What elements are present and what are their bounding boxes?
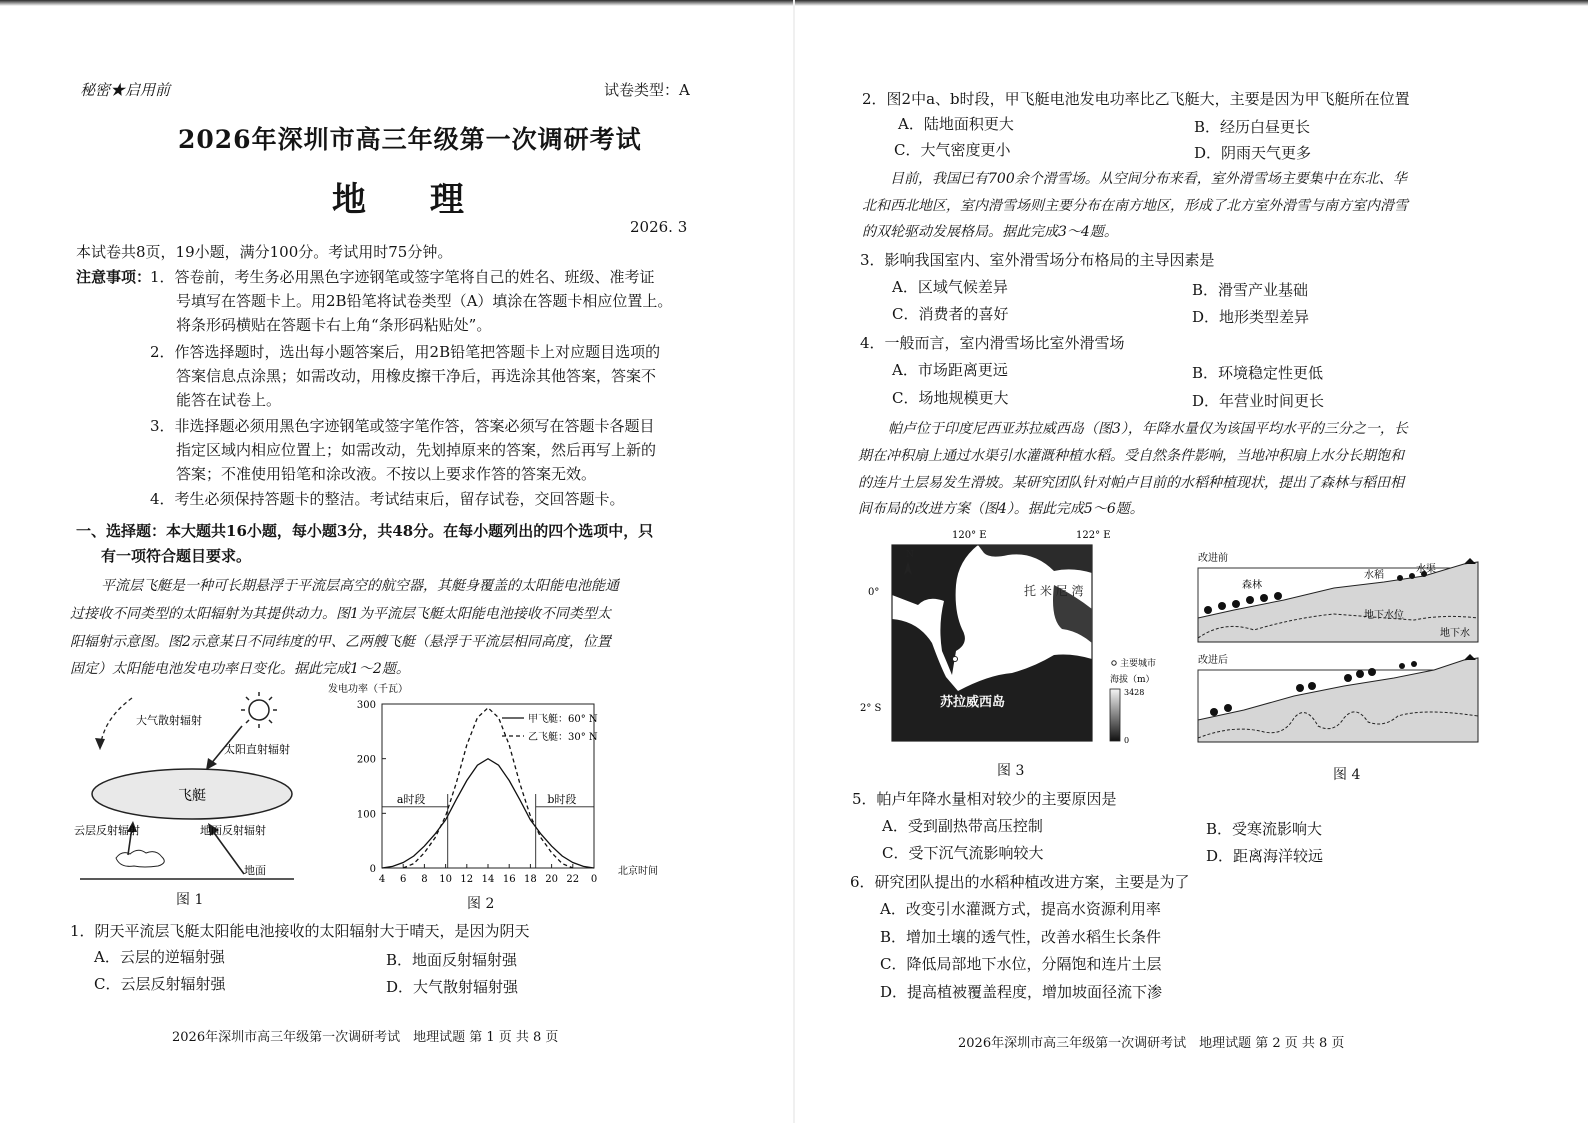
lat-label-0: 0° [868, 587, 880, 598]
x-tick-label: 20 [545, 874, 558, 885]
page-fold [793, 0, 795, 1123]
page1-footer: 2026年深圳市高三年级第一次调研考试 地理试题 第 1 页 共 8 页 [172, 1030, 559, 1045]
q3-stem: 3．影响我国室内、室外滑雪场分布格局的主导因素是 [860, 251, 1215, 269]
notes-label: 注意事项： [76, 268, 152, 286]
section1-heading-cont: 有一项符合题目要求。 [101, 547, 252, 565]
secret-mark: 秘密★启用前 [80, 81, 171, 99]
note-line: 答案；不准使用铅笔和涂改液。不按以上要求作答的答案无效。 [176, 465, 597, 483]
x-tick-label: 4 [378, 874, 386, 885]
before-label: 改进前 [1198, 553, 1228, 564]
chart-ylabel: 发电功率（千瓦） [328, 684, 408, 695]
q3-option-c: C．消费者的喜好 [892, 305, 1009, 323]
rice-label: 水稻 [1364, 570, 1384, 581]
passage2-line: 的双轮驱动发展格局。据此完成3～4题。 [862, 224, 1118, 240]
passage1-line: 阳辐射示意图。图2示意某日不同纬度的甲、乙两艘飞艇（悬浮于平流层相同高度，位置 [70, 634, 611, 650]
lon-label-120: 120° E [952, 530, 987, 541]
chart-frame [382, 704, 594, 868]
figure-3-map [858, 525, 1180, 747]
passage1-line: 固定）太阳能电池发电功率日变化。据此完成1～2题。 [70, 661, 410, 677]
x-tick-label: 16 [502, 874, 516, 885]
water-table-label: 地下水位 [1364, 610, 1404, 621]
note-line: 指定区域内相应位置上；如需改动，先划掉原来的答案，然后再写上新的 [176, 441, 657, 459]
q2-option-a: A．陆地面积更大 [898, 115, 1014, 133]
x-tick-label: 12 [460, 874, 474, 885]
figure-3-caption: 图 3 [997, 763, 1025, 779]
legend-entry: 甲飞艇：60° N [528, 714, 598, 725]
lon-label-122: 122° E [1076, 530, 1111, 541]
a-segment-label: a时段 [396, 792, 426, 806]
q3-option-b: B．滑雪产业基础 [1192, 281, 1309, 299]
island-label: 苏拉威西岛 [940, 695, 1006, 710]
q1-option-b: B．地面反射辐射强 [386, 951, 518, 969]
passage1-line: 平流层飞艇是一种可长期悬浮于平流层高空的航空器，其艇身覆盖的太阳能电池能通 [101, 578, 619, 594]
q6-option-d: D．提高植被覆盖程度，增加坡面径流下渗 [880, 983, 1163, 1001]
note-line: 2．作答选择题时，选出每小题答案后，用2B铅笔把答题卡上对应题目选项的 [150, 343, 661, 361]
legend-entry: 乙飞艇：30° N [528, 732, 598, 743]
arrow-head-icon [206, 758, 217, 770]
exam-title: 2026年深圳市高三年级第一次调研考试 [178, 125, 642, 154]
airship-label: 飞艇 [178, 788, 206, 804]
ground-label: 地面 [244, 864, 266, 877]
scatter-label: 大气散射辐射 [136, 714, 202, 727]
paper-type: 试卷类型：A [604, 81, 690, 99]
q6-stem: 6．研究团队提出的水稻种植改进方案，主要是为了 [850, 873, 1190, 891]
q6-option-b: B．增加土壤的透气性，改善水稻生长条件 [880, 928, 1162, 946]
ground-ref-label: 地面反射辐射 [200, 824, 266, 837]
section1-heading: 一、选择题：本大题共16小题，每小题3分，共48分。在每小题列出的四个选项中，只 [76, 522, 654, 540]
house-icon [1464, 654, 1476, 660]
q1-stem: 1．阴天平流层飞艇太阳能电池接收的太阳辐射大于晴天，是因为阴天 [70, 922, 530, 940]
elevation-ramp [1110, 689, 1120, 741]
passage2-line: 目前，我国已有700余个滑雪场。从空间分布来看，室外滑雪场主要集中在东北、华 [890, 171, 1407, 187]
bay-label: 托 米 尼 湾 [1024, 584, 1084, 598]
elev-max-label: 3428 [1124, 688, 1145, 697]
q1-option-c: C．云层反射辐射强 [94, 975, 226, 993]
legend-city-label: 主要城市 [1120, 659, 1157, 669]
passage3-line: 帕卢位于印度尼西亚苏拉威西岛（图3），年降水量仅为该国平均水平的三分之一，长 [888, 421, 1408, 437]
q3-option-a: A．区域气候差异 [892, 278, 1008, 296]
x-tick-label: 0 [590, 874, 598, 885]
lat-label-2s: 2° S [860, 703, 882, 714]
q6-option-a: A．改变引水灌溉方式，提高水资源利用率 [880, 900, 1161, 918]
q2-option-d: D．阴雨天气更多 [1194, 144, 1312, 162]
subject-title: 地 理 [332, 180, 490, 220]
x-tick-label: 6 [400, 874, 407, 885]
cloud-label: 云层反射辐射 [74, 824, 140, 837]
cloud-icon [116, 850, 164, 867]
legend-elev-label: 海拔（m） [1110, 675, 1155, 685]
note-line: 1．答卷前，考生务必用黑色字迹钢笔或签字笔将自己的姓名、班级、准考证 [150, 268, 655, 286]
passage1-line: 过接收不同类型的太阳辐射为其提供动力。图1为平流层飞艇太阳能电池接收不同类型太 [70, 606, 611, 622]
exam-intro: 本试卷共8页，19小题，满分100分。考试用时75分钟。 [76, 243, 453, 261]
figure-4-caption: 图 4 [1333, 767, 1361, 783]
q5-stem: 5．帕卢年降水量相对较少的主要原因是 [852, 790, 1117, 808]
passage3-line: 期在冲积扇上通过水渠引水灌溉种植水稻。受自然条件影响，当地冲积扇上水分长期饱和 [858, 448, 1404, 464]
q5-option-c: C．受下沉气流影响较大 [882, 844, 1044, 862]
q4-stem: 4．一般而言，室内滑雪场比室外滑雪场 [860, 334, 1125, 352]
after-label: 改进后 [1198, 655, 1228, 666]
series-jia-line [382, 759, 594, 868]
house-icon [1464, 558, 1476, 564]
y-tick-label: 0 [369, 864, 376, 875]
note-line: 答案信息点涂黑；如需改动，用橡皮擦干净后，再选涂其他答案，答案不 [176, 367, 657, 385]
x-tick-label: 22 [566, 874, 580, 885]
y-tick-label: 300 [356, 700, 376, 711]
direct-label: 太阳直射辐射 [224, 743, 290, 756]
canal-label: 水渠 [1416, 564, 1436, 575]
x-tick-label: 18 [524, 874, 537, 885]
note-line: 4．考生必须保持答题卡的整洁。考试结束后，留存试卷，交回答题卡。 [150, 490, 625, 508]
palu-city-label: 帕卢 [958, 656, 974, 665]
page2-footer: 2026年深圳市高三年级第一次调研考试 地理试题 第 2 页 共 8 页 [958, 1036, 1345, 1051]
chart-xlabel: 北京时间 [618, 866, 658, 877]
note-line: 将条形码横贴在答题卡右上角“条形码粘贴处”。 [176, 316, 492, 334]
q1-option-a: A．云层的逆辐射强 [94, 948, 225, 966]
q1-option-d: D．大气散射辐射强 [386, 978, 519, 996]
q4-option-a: A．市场距离更远 [892, 361, 1008, 379]
q5-option-d: D．距离海洋较远 [1206, 847, 1324, 865]
q4-option-c: C．场地规模更大 [892, 389, 1009, 407]
svg-text:N: N [906, 550, 914, 560]
forest-label: 森林 [1242, 580, 1262, 591]
passage3-line: 间布局的改进方案（图4）。据此完成5～6题。 [858, 501, 1144, 517]
q4-option-d: D．年营业时间更长 [1192, 392, 1325, 410]
elev-min-label: 0 [1124, 736, 1130, 745]
q2-stem: 2．图2中a、b时段，甲飞艇电池发电功率比乙飞艇大，主要是因为甲飞艇所在位置 [862, 90, 1410, 108]
note-line: 3．非选择题必须用黑色字迹钢笔或签字笔作答，答案必须写在答题卡各题目 [150, 417, 655, 435]
arrow-head-icon [95, 738, 105, 750]
q2-option-c: C．大气密度更小 [894, 141, 1011, 159]
palu-city-marker [953, 657, 958, 662]
figure-1-caption: 图 1 [176, 892, 204, 908]
groundwater-label: 地下水 [1440, 628, 1470, 639]
note-line: 号填写在答题卡上。用2B铅笔将试卷类型（A）填涂在答题卡相应位置上。 [176, 292, 673, 310]
scatter-arc [100, 698, 132, 750]
figure-4-diagram [1194, 548, 1484, 748]
q5-option-b: B．受寒流影响大 [1206, 820, 1323, 838]
q2-option-b: B．经历白昼更长 [1194, 118, 1311, 136]
passage2-line: 北和西北地区，室内滑雪场则主要分布在南方地区，形成了北方室外滑雪与南方室内滑雪 [862, 198, 1408, 214]
q4-option-b: B．环境稳定性更低 [1192, 364, 1324, 382]
x-tick-label: 8 [421, 874, 428, 885]
city-legend-icon [1112, 661, 1116, 665]
note-line: 能答在试卷上。 [176, 391, 282, 409]
q3-option-d: D．地形类型差异 [1192, 308, 1310, 326]
figure-2-caption: 图 2 [467, 896, 495, 912]
y-tick-label: 200 [356, 754, 376, 766]
x-tick-label: 14 [481, 874, 495, 885]
sun-icon [241, 692, 277, 728]
figure-2-chart [322, 682, 672, 892]
q6-option-c: C．降低局部地下水位，分隔饱和连片土层 [880, 955, 1162, 973]
exam-date: 2026. 3 [630, 218, 688, 236]
x-tick-label: 10 [439, 874, 452, 885]
passage3-line: 的连片土层易发生滑坡。某研究团队针对帕卢目前的水稻种植现状，提出了森林与稻田相 [858, 475, 1404, 491]
q5-option-a: A．受到副热带高压控制 [882, 817, 1043, 835]
y-tick-label: 100 [356, 809, 376, 821]
b-segment-label: b时段 [547, 792, 577, 806]
figure-1-diagram [72, 690, 312, 890]
